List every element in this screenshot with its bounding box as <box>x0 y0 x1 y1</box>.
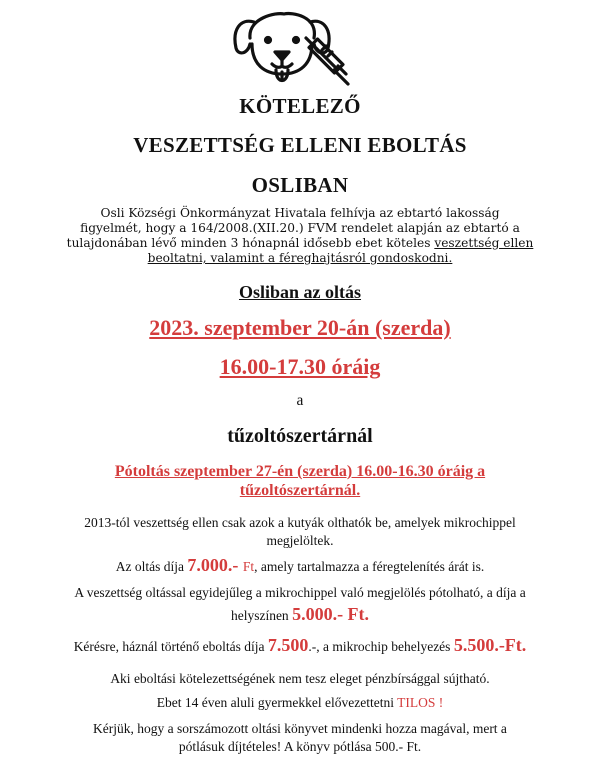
intro-line4: beoltatni, valamint a féreghajtásról gondoskodni. <box>147 251 453 265</box>
fine-note: Aki eboltási kötelezettségének nem tesz eleget pénzbírsággal sújtható. <box>110 671 490 686</box>
intro-line2: figyelmét, hogy a 164/2008.(XII.20.) FVM rendelet alapján az ebtartó a <box>80 221 520 235</box>
microchip-note <box>0 514 600 550</box>
chip-line1: A veszettség oltással egyidejűleg a mikrochippel való megjelölés pótolható, a díja a <box>74 585 526 600</box>
microchip-line1: 2013-tól veszettség ellen csak azok a kutyák olthatók be, amelyek mikrochippel <box>84 515 516 530</box>
heading-line1: KÖTELEZŐ <box>239 94 361 118</box>
fee-pre: Az oltás díja <box>115 559 188 574</box>
booklet-line1: Kérjük, hogy a sorszámozott oltási könyvet mindenki hozza magával, mert a <box>93 721 507 736</box>
chip-line2-pre: helyszínen <box>230 608 293 623</box>
intro-line1: Osli Községi Önkormányzat Hivatala felhívja az ebtartó lakosság <box>100 206 500 220</box>
intro-line3-text: tulajdonában lévő minden 3 hónapnál idősebb ebet köteles <box>66 236 435 250</box>
fee-post: , amely tartalmazza a féregtelenítés árát is. <box>254 559 485 574</box>
intro-paragraph <box>60 206 540 266</box>
home-price: 7.500 <box>267 635 309 655</box>
home-pre: Kérésre, háznál történő eboltás díja <box>73 639 268 654</box>
intro-line3-underlined: veszettség ellen <box>434 236 534 250</box>
child-note <box>0 694 600 712</box>
schedule-label: Osliban az oltás <box>238 282 362 302</box>
home-chip-price: 5.500.-Ft. <box>453 635 527 655</box>
dog-syringe-icon <box>228 8 360 92</box>
child-pre: Ebet 14 éven aluli gyermekkel elővezettetni <box>156 695 398 710</box>
schedule-connector: a <box>296 392 304 409</box>
heading-line2: VESZETTSÉG ELLENI EBOLTÁS <box>133 133 467 157</box>
schedule-date: 2023. szeptember 20-án (szerda) <box>149 315 451 340</box>
fee-ft: Ft <box>242 559 255 574</box>
child-forbidden: TILOS ! <box>397 695 444 710</box>
schedule-place: tűzoltószertárnál <box>227 425 373 447</box>
booklet-note <box>0 720 600 756</box>
fee-value: 7.000.- <box>187 555 243 575</box>
chip-price: 5.000.- Ft. <box>292 604 370 624</box>
heading-line3: OSLIBAN <box>251 173 349 197</box>
microchip-line2: megjelöltek. <box>266 533 334 548</box>
schedule-time: 16.00-17.30 óráig <box>219 354 381 379</box>
home-vaccination-line <box>0 636 600 656</box>
chip-line2 <box>0 605 600 625</box>
fee-line <box>0 556 600 576</box>
booklet-line2: pótlásuk díjtételes! A könyv pótlása 500.- Ft. <box>178 739 422 754</box>
makeup-line1: Pótoltás szeptember 27-én (szerda) 16.00-16.30 óráig a <box>114 463 486 480</box>
intro-line3 <box>60 236 540 251</box>
home-mid: .-, a mikrochip behelyezés <box>308 639 454 654</box>
chip-note <box>0 584 600 625</box>
makeup-line2: tűzoltószertárnál. <box>239 482 361 499</box>
